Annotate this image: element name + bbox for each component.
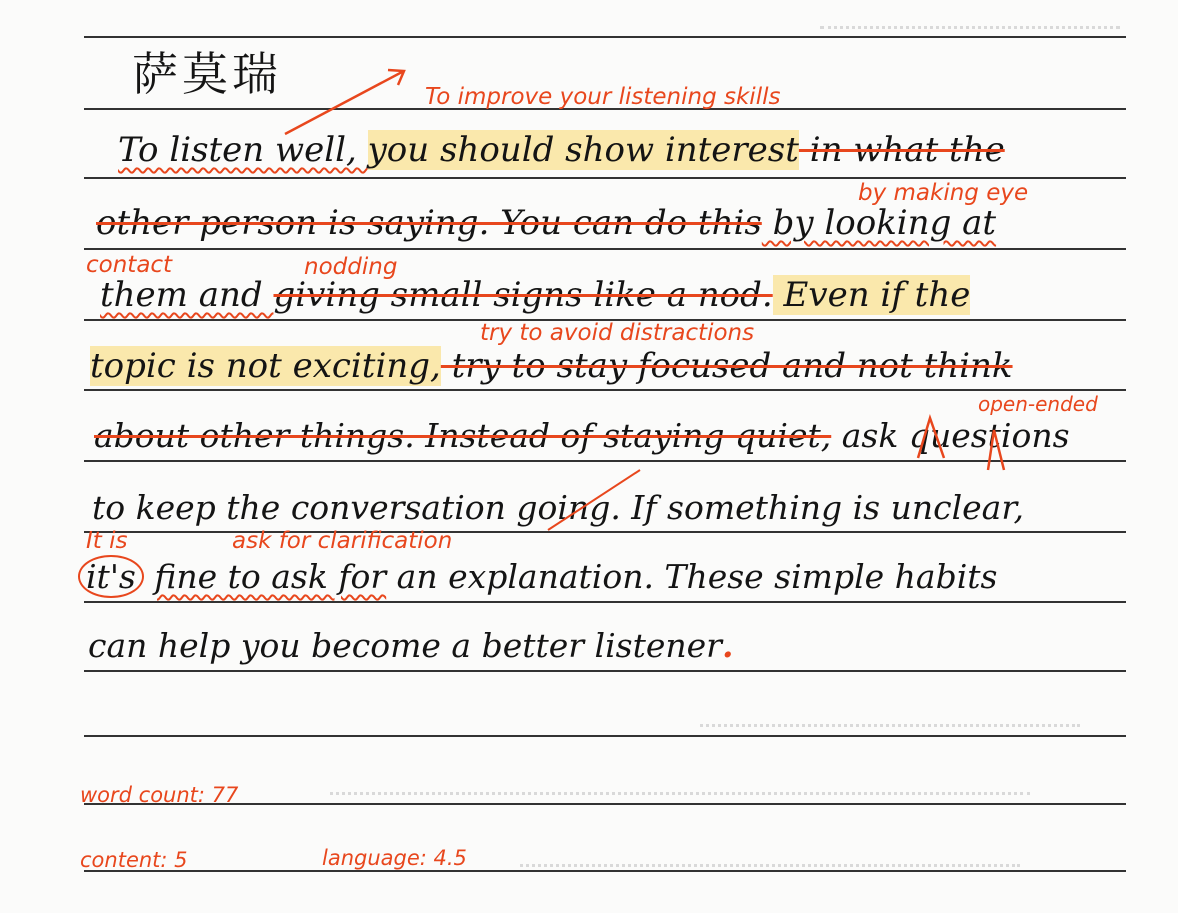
red-period: . (721, 626, 734, 665)
highlighted-text: you should show interest (367, 130, 799, 170)
author-name: 萨莫瑞 (132, 47, 282, 101)
insertion-line (548, 470, 640, 530)
insertion-caret (918, 418, 1004, 470)
underlined-text: fine to ask for (154, 557, 387, 596)
insertion-arrow (285, 70, 404, 134)
highlighted-text: Even if the (772, 275, 971, 315)
struck-text: try to stay focused and not think (440, 346, 1013, 386)
struck-text: giving small signs like a nod. (273, 275, 773, 315)
correction-nodding: nodding (304, 254, 398, 280)
correction-contact: contact (86, 252, 173, 278)
struck-text: other person is saying. You can do this (96, 203, 762, 243)
essay-text: ask questions (831, 416, 1070, 455)
correction-improve: To improve your listening skills (425, 84, 781, 110)
word-count-note: word count: 77 (80, 783, 239, 807)
essay-text: them and (100, 275, 274, 315)
correction-distractions: try to avoid distractions (480, 320, 755, 346)
essay-text: an explanation. These simple habits (386, 557, 998, 596)
essay-text: can help you become a better listener (88, 626, 722, 665)
circled-text: it's (78, 555, 144, 598)
essay-text: to keep the conversation going. If something is unclear, (92, 488, 1024, 527)
correction-open-ended: open-ended (978, 392, 1098, 416)
struck-text: about other things. Instead of staying quiet, (94, 416, 832, 455)
correction-clarification: ask for clarification (232, 528, 453, 554)
essay-text: by looking at (761, 203, 997, 243)
correction-it-is: It is (86, 528, 128, 554)
highlighted-text: topic is not exciting, (90, 346, 441, 386)
content-score-note: content: 5 (80, 848, 188, 872)
language-score-note: language: 4.5 (322, 846, 467, 870)
essay-text: To listen well, (118, 130, 368, 170)
struck-text: in what the (798, 130, 1005, 170)
correction-eye: by making eye (858, 180, 1029, 206)
